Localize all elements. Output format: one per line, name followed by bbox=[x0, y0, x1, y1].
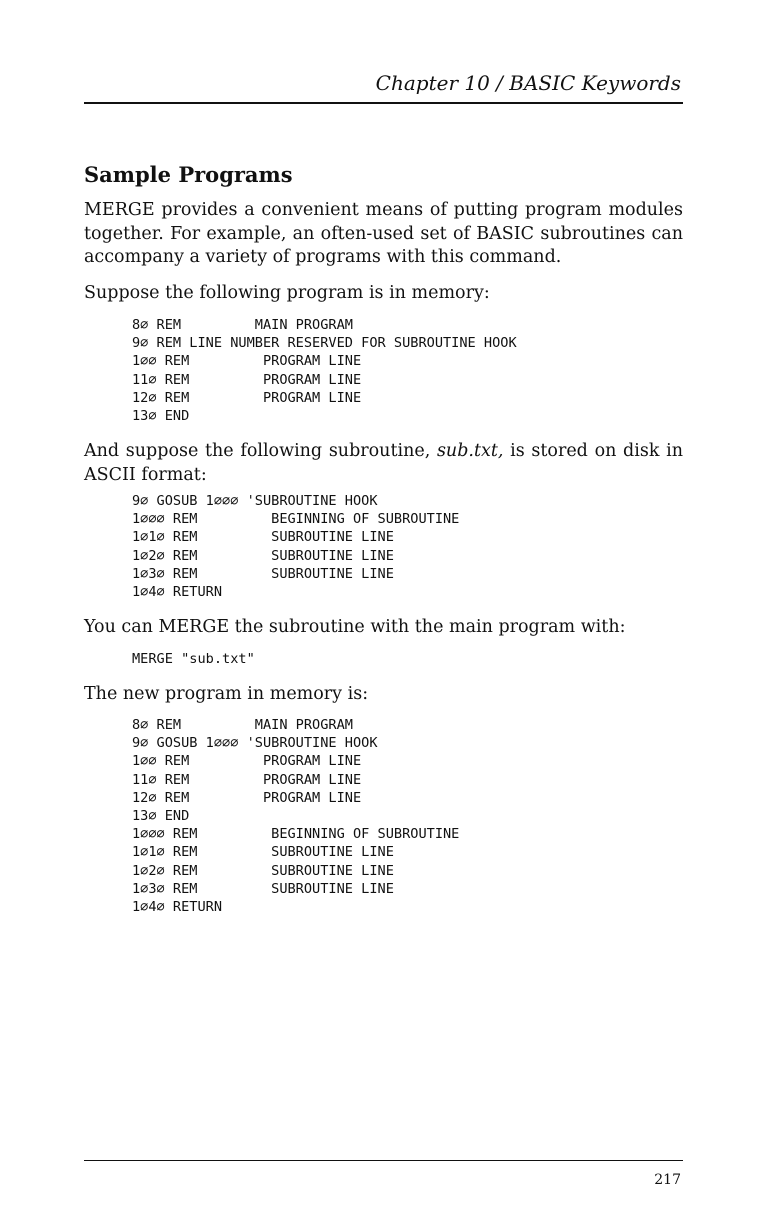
running-header: Chapter 10 / BASIC Keywords bbox=[375, 71, 681, 95]
new-program-paragraph: The new program in memory is: bbox=[84, 684, 369, 704]
subroutine-text-after: is stored on disk in ASCII format: bbox=[84, 441, 683, 485]
merged-program-listing: 8∅ REM MAIN PROGRAM 9∅ GOSUB 1∅∅∅ 'SUBROUTINE HOOK 1∅∅ REM PROGRAM LINE 11∅ REM PROGRAM LINE 12∅ REM PROGRAM LINE 13∅ END 1∅∅∅ REM BEGINNING OF SUBROUTINE 1∅1∅ REM SUBROUTINE LINE 1∅2∅ REM SUBROUTINE LINE 1∅3∅ REM SUBROUTINE LINE 1∅4∅ RETURN bbox=[132, 717, 460, 916]
subroutine-paragraph bbox=[84, 440, 683, 487]
section-title: Sample Programs bbox=[84, 162, 293, 187]
subroutine-listing: 9∅ GOSUB 1∅∅∅ 'SUBROUTINE HOOK 1∅∅∅ REM BEGINNING OF SUBROUTINE 1∅1∅ REM SUBROUTINE LINE 1∅2∅ REM SUBROUTINE LINE 1∅3∅ REM SUBROUTINE LINE 1∅4∅ RETURN bbox=[132, 493, 460, 601]
subroutine-text-before: And suppose the following subroutine, bbox=[84, 441, 437, 461]
footer-divider bbox=[84, 1160, 683, 1161]
subroutine-filename: sub.txt, bbox=[436, 441, 504, 461]
suppose-paragraph: Suppose the following program is in memory: bbox=[84, 283, 490, 303]
merge-command: MERGE "sub.txt" bbox=[132, 651, 255, 667]
main-program-listing: 8∅ REM MAIN PROGRAM 9∅ REM LINE NUMBER RESERVED FOR SUBROUTINE HOOK 1∅∅ REM PROGRAM LINE 11∅ REM PROGRAM LINE 12∅ REM PROGRAM LINE 13∅ END bbox=[132, 317, 517, 425]
header-divider bbox=[84, 102, 683, 104]
intro-paragraph: MERGE provides a convenient means of putting program modules together. For example, an often-used set of BASIC subroutines can accompany a variety of programs with this command. bbox=[84, 200, 683, 267]
page-number: 217 bbox=[654, 1172, 681, 1188]
merge-with-paragraph: You can MERGE the subroutine with the main program with: bbox=[84, 617, 626, 637]
